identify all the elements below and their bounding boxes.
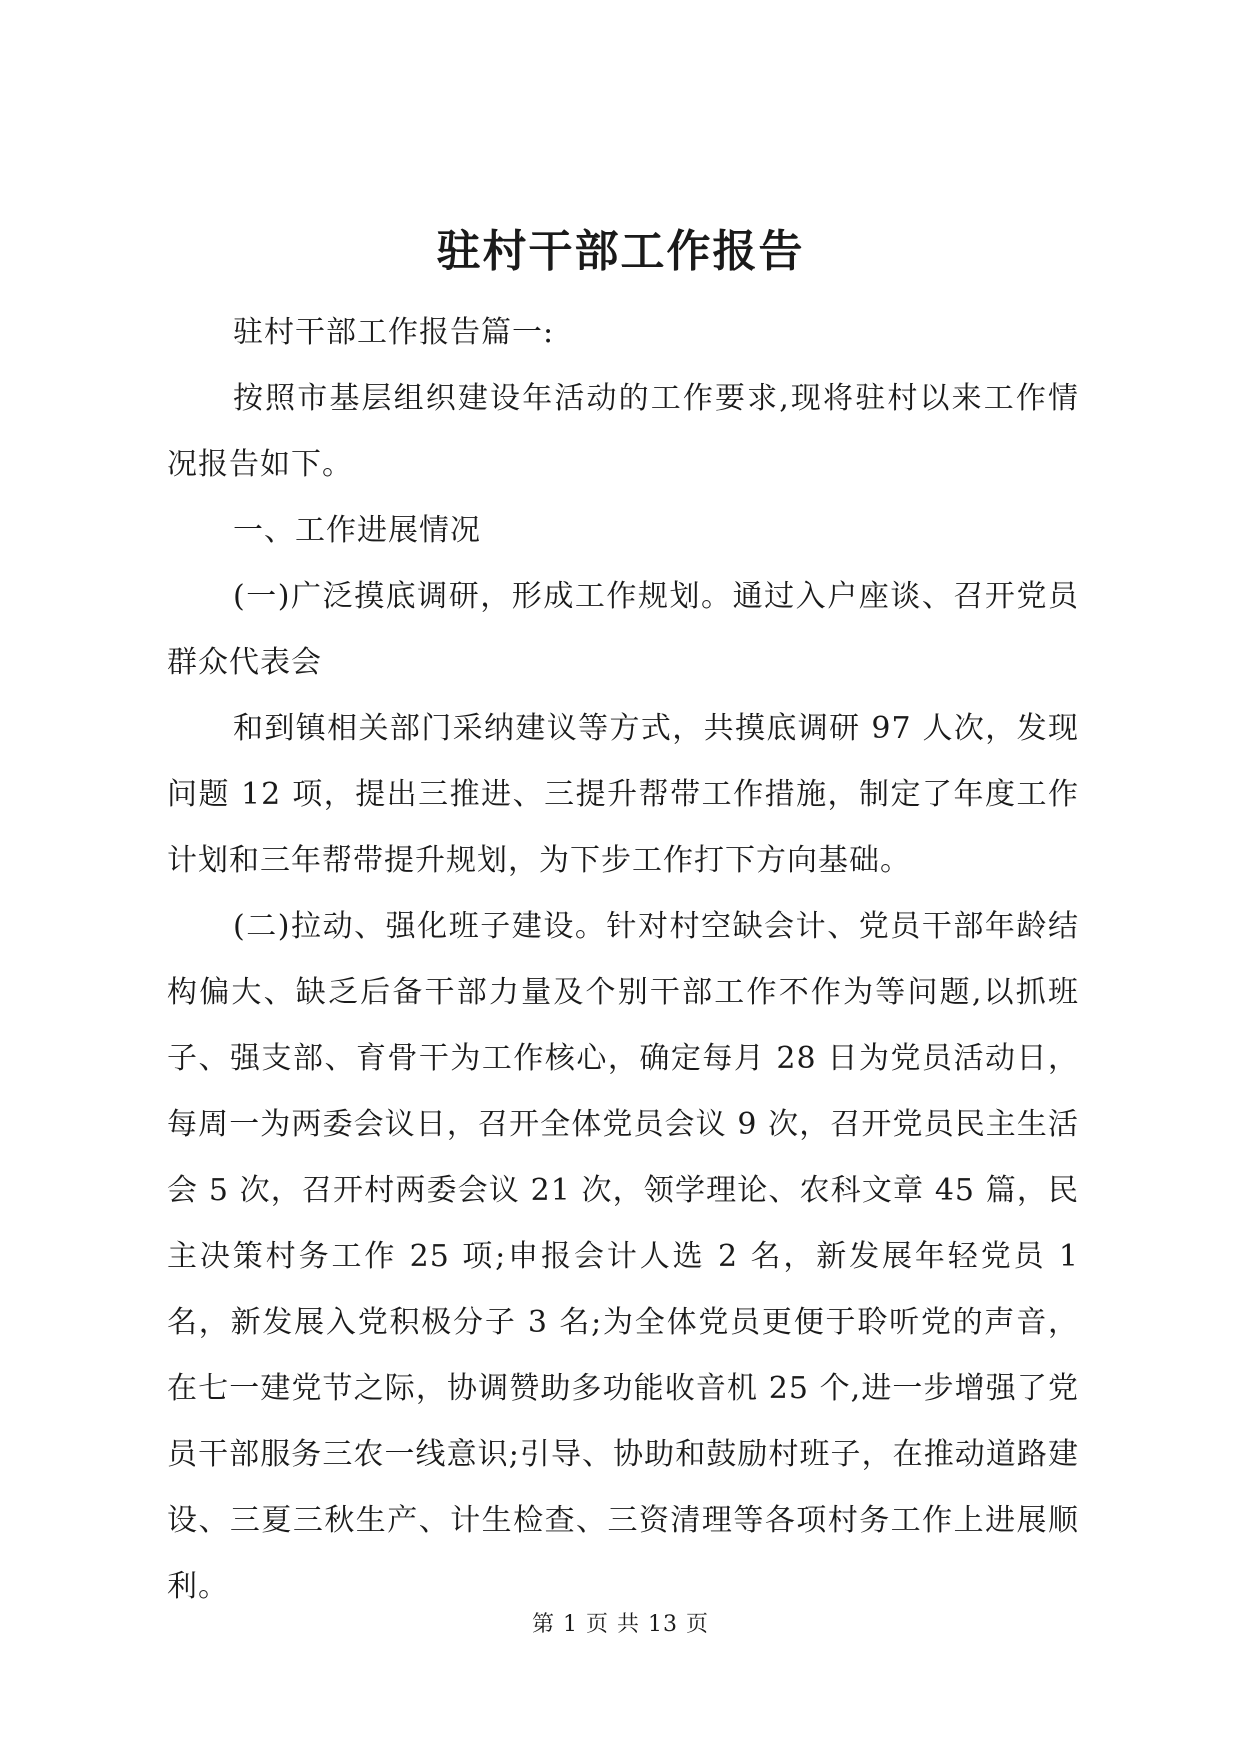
section-heading: 一、工作进展情况 bbox=[233, 513, 481, 548]
intro-paragraph: 按照市基层组织建设年活动的工作要求,现将驻村以来工作情况报告如下。 bbox=[167, 381, 1079, 482]
subsection-one-heading: (一)广泛摸底调研，形成工作规划。通过入户座谈、召开党员群众代表会 bbox=[167, 579, 1079, 680]
document-body bbox=[167, 300, 1079, 1620]
section-label: 驻村干部工作报告篇一: bbox=[233, 315, 555, 350]
subsection-one-body: 和到镇相关部门采纳建议等方式，共摸底调研 97 人次，发现问题 12 项，提出三推进、三提升帮带工作措施，制定了年度工作计划和三年帮带提升规划，为下步工作打下方向基础。 bbox=[167, 711, 1079, 878]
document-title: 驻村干部工作报告 bbox=[436, 226, 805, 277]
page-footer: 第 1 页 共 13 页 bbox=[532, 1612, 709, 1637]
subsection-two-body: (二)拉动、强化班子建设。针对村空缺会计、党员干部年龄结构偏大、缺乏后备干部力量及个别干部工作不作为等问题,以抓班子、强支部、育骨干为工作核心，确定每月 28 日为党员活动日，每周一为两委会议日，召开全体党员会议 9 次，召开党员民主生活会 5 次，召开村两委会议 21 次，领学理论、农科文章 45 篇，民主决策村务工作 25 项;申报会计人选 2 名，新发展年轻党员 1 名，新发展入党积极分子 3 名;为全体党员更便于聆听党的声音，在七一建党节之际，协调赞助多功能收音机 25 个,进一步增强了党员干部服务三农一线意识;引导、协助和鼓励村班子，在推动道路建设、三夏三秋生产、计生检查、三资清理等各项村务工作上进展顺利。 bbox=[167, 909, 1079, 1604]
